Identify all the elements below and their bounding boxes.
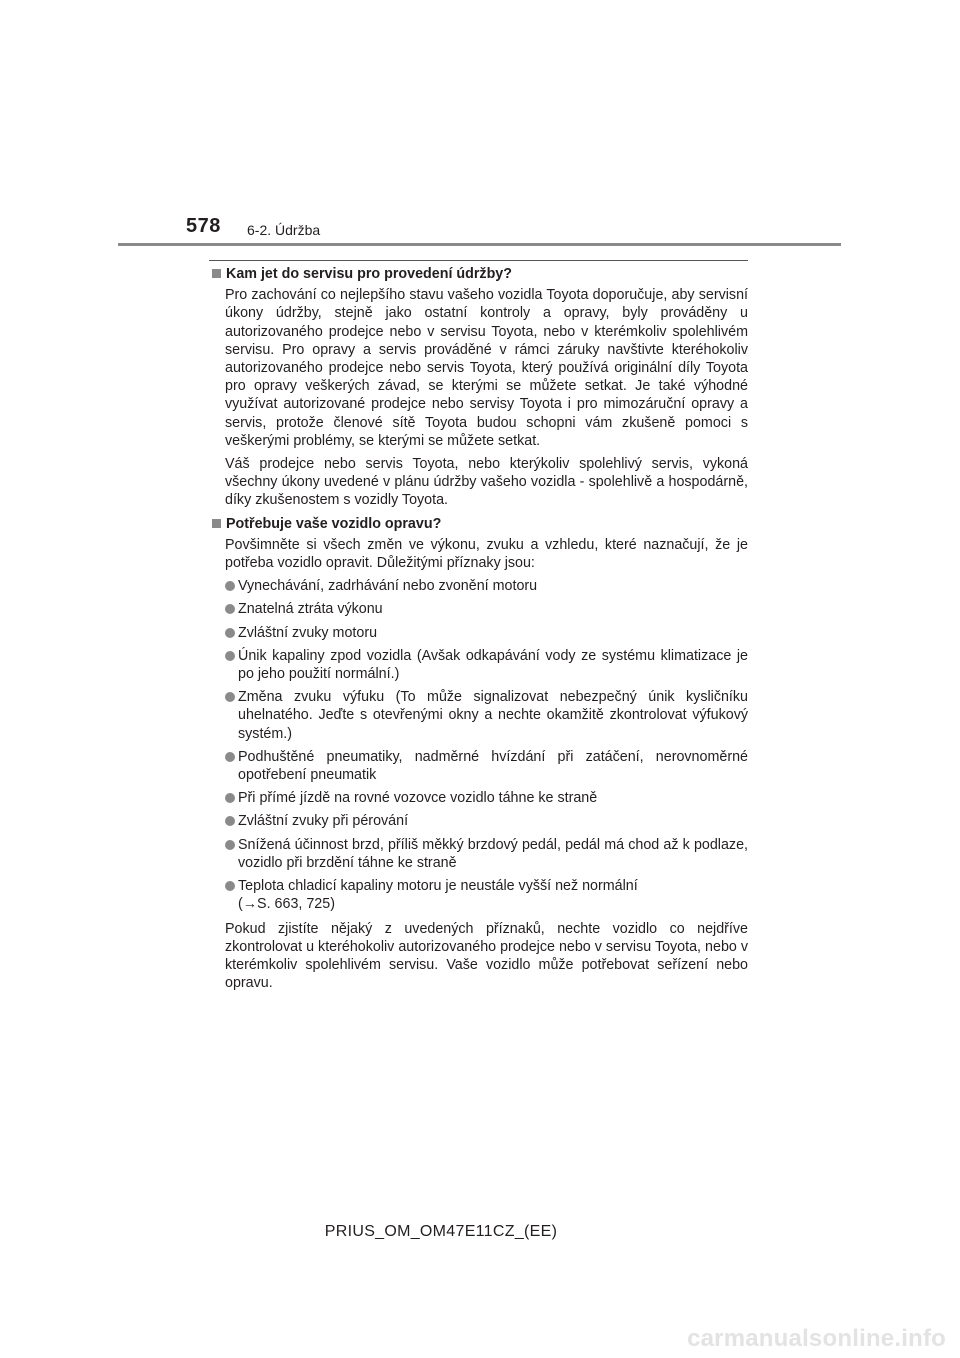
list-item: Únik kapaliny zpod vozidla (Avšak odkapávání vody ze systému klimatizace je po jeho použití normální.) (225, 647, 748, 683)
circle-bullet-icon (225, 651, 235, 661)
list-item (225, 877, 748, 913)
list-item: Snížená účinnost brzd, příliš měkký brzdový pedál, pedál má chod až k podlaze, vozidlo při brzdění táhne ke straně (225, 836, 748, 872)
page-number: 578 (186, 215, 221, 237)
square-bullet-icon (212, 519, 221, 528)
list-item: Podhuštěné pneumatiky, nadměrné hvízdání při zatáčení, nerovnoměrné opotřebení pneumatik (225, 748, 748, 784)
paragraph: Pro zachování co nejlepšího stavu vašeho vozidla Toyota doporučuje, aby servisní úkony údržby, stejně jako ostatní kontroly a opravy, byly prováděny u autorizovaného prodejce nebo v servisu Toyota, nebo v kterémkoliv spolehlivém servisu. Pro opravy a servis prováděné v rámci záruky navštivte kteréhokoliv autorizovaného prodejce nebo servis Toyota, který používá originální díly Toyota pro opravy veškerých závad, se kterými se můžete setkat. Je také výhodné využívat autorizované prodejce nebo servisy Toyota i pro mimozáruční opravy a servis, protože členové sítě Toyota budou schopni vám zkušeně pomoci s veškerými problémy, se kterými se můžete setkat. (225, 287, 748, 449)
page-reference: (→S. 663, 725) (238, 896, 335, 913)
square-bullet-icon (212, 269, 221, 278)
circle-bullet-icon (225, 881, 235, 891)
paragraph: Pokud zjistíte nějaký z uvedených příznaků, nechte vozidlo co nejdříve zkontrolovat u kteréhokoliv autorizovaného prodejce nebo v servisu Toyota, nebo v kterémkoliv spolehlivém servisu. Vaše vozidlo může potřebovat seřízení nebo opravu. (225, 920, 748, 992)
heading-text: Kam jet do servisu pro provedení údržby? (226, 266, 512, 282)
heading-text: Potřebuje vaše vozidlo opravu? (226, 515, 442, 532)
circle-bullet-icon (225, 816, 235, 826)
footer (0, 1223, 960, 1241)
list-item: Znatelná ztráta výkonu (225, 600, 748, 618)
section-title: 6-2. Údržba (247, 222, 321, 238)
content-rule (209, 260, 748, 261)
list-item: Vynechávání, zadrhávání nebo zvonění motoru (225, 577, 748, 595)
circle-bullet-icon (225, 604, 235, 614)
circle-bullet-icon (225, 692, 235, 702)
paragraph: Váš prodejce nebo servis Toyota, nebo kterýkoliv spolehlivý servis, vykoná všechny úkony uvedené v plánu údržby vašeho vozidla - spolehlivě a hospodárně, díky zkušenostem s vozidly Toyota. (225, 456, 748, 509)
doc-code: PRIUS_OM_OM47E11CZ_(EE) (324, 1223, 558, 1240)
circle-bullet-icon (225, 840, 235, 850)
content-body (210, 265, 748, 997)
circle-bullet-icon (225, 793, 235, 803)
watermark: carmanualsonline.info (687, 1325, 946, 1352)
circle-bullet-icon (225, 628, 235, 638)
list-item: Zvláštní zvuky motoru (225, 624, 748, 642)
bullet-text: Teplota chladicí kapaliny motoru je neustále vyšší než normální (238, 878, 638, 895)
circle-bullet-icon (225, 581, 235, 591)
symptom-list (210, 577, 748, 913)
list-item: Změna zvuku výfuku (To může signalizovat nebezpečný únik kysličníku uhelnatého. Jeďte s otevřenými okny a nechte okamžitě zkontrolovat výfukový systém.) (225, 688, 748, 743)
circle-bullet-icon (225, 752, 235, 762)
header-rule (118, 243, 841, 246)
list-item: Zvláštní zvuky při pérování (225, 812, 748, 830)
paragraph: Povšimněte si všech změn ve výkonu, zvuku a vzhledu, které naznačují, že je potřeba vozidlo opravit. Důležitými příznaky jsou: (225, 536, 748, 572)
section-heading (210, 515, 748, 533)
section-heading (210, 265, 748, 283)
list-item: Při přímé jízdě na rovné vozovce vozidlo táhne ke straně (225, 789, 748, 807)
